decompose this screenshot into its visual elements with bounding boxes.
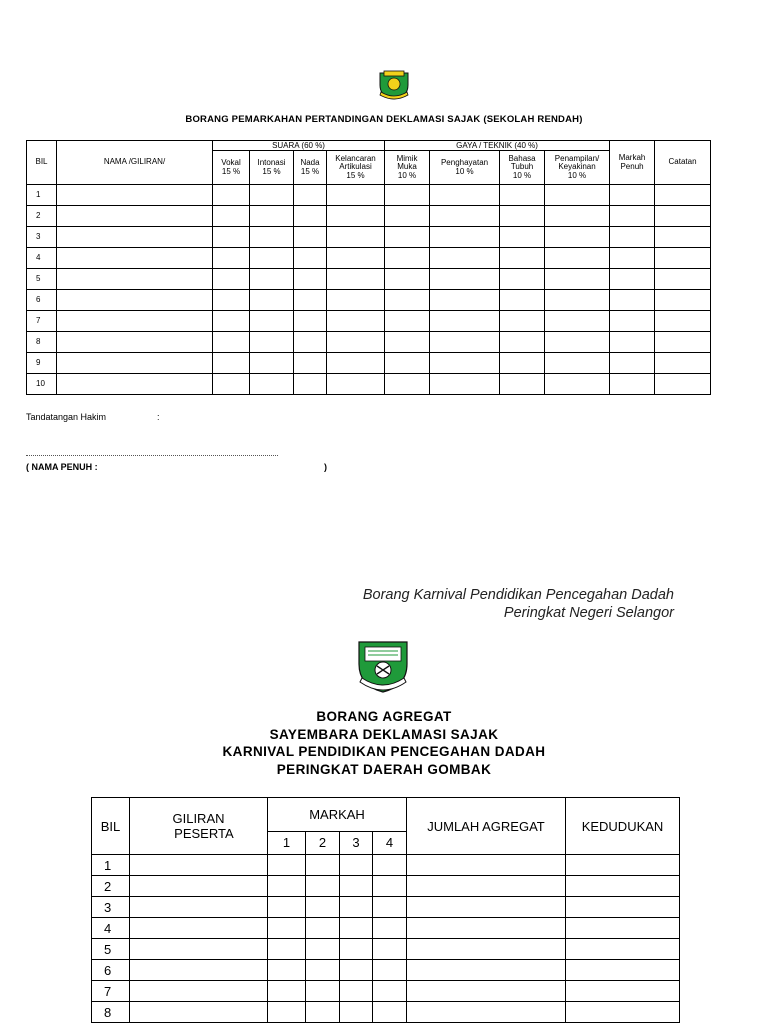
score-cell[interactable] <box>610 248 655 269</box>
row-number: 10 <box>27 374 57 395</box>
score-cell[interactable] <box>500 353 545 374</box>
header-group-gaya: GAYA / TEKNIK (40 %) <box>385 141 610 151</box>
score-cell[interactable] <box>327 269 385 290</box>
score-cell[interactable] <box>407 960 566 981</box>
row-number: 4 <box>92 918 130 939</box>
score-cell[interactable] <box>566 855 680 876</box>
score-cell[interactable] <box>500 206 545 227</box>
score-cell[interactable] <box>610 269 655 290</box>
table-row <box>27 332 711 353</box>
score-cell[interactable] <box>566 1002 680 1023</box>
score-cell[interactable] <box>57 353 213 374</box>
table-row <box>27 185 711 206</box>
score-cell[interactable] <box>430 206 500 227</box>
score-cell[interactable] <box>385 374 430 395</box>
score-cell[interactable] <box>407 918 566 939</box>
score-cell[interactable] <box>130 855 268 876</box>
row-number: 3 <box>27 227 57 248</box>
agg-header-kedudukan: KEDUDUKAN <box>566 798 680 855</box>
row-number: 6 <box>27 290 57 311</box>
row-number: 7 <box>27 311 57 332</box>
aggregate-table <box>91 797 680 1023</box>
table-row <box>27 227 711 248</box>
row-number: 8 <box>27 332 57 353</box>
header-vokal: Vokal 15 % <box>213 151 250 185</box>
score-cell[interactable] <box>268 876 306 897</box>
table-row <box>27 353 711 374</box>
score-cell[interactable] <box>407 939 566 960</box>
score-cell[interactable] <box>294 227 327 248</box>
form2-title-line3: KARNIVAL PENDIDIKAN PENCEGAHAN DADAH <box>222 744 546 759</box>
score-cell[interactable] <box>250 185 294 206</box>
score-cell[interactable] <box>327 353 385 374</box>
score-cell[interactable] <box>407 981 566 1002</box>
score-cell[interactable] <box>327 311 385 332</box>
row-number: 6 <box>92 960 130 981</box>
row-number: 7 <box>92 981 130 1002</box>
table-row <box>27 269 711 290</box>
score-cell[interactable] <box>340 897 373 918</box>
score-cell[interactable] <box>545 374 610 395</box>
score-cell[interactable] <box>610 290 655 311</box>
score-cell[interactable] <box>306 1002 340 1023</box>
score-cell[interactable] <box>294 248 327 269</box>
score-cell[interactable] <box>655 374 711 395</box>
score-cell[interactable] <box>130 1002 268 1023</box>
score-cell[interactable] <box>373 939 407 960</box>
score-cell[interactable] <box>327 206 385 227</box>
score-cell[interactable] <box>268 981 306 1002</box>
header-markah-penuh: Markah Penuh <box>610 141 655 185</box>
score-cell[interactable] <box>566 876 680 897</box>
score-cell[interactable] <box>385 185 430 206</box>
score-cell[interactable] <box>610 374 655 395</box>
score-cell[interactable] <box>294 206 327 227</box>
score-cell[interactable] <box>566 897 680 918</box>
score-cell[interactable] <box>57 248 213 269</box>
score-cell[interactable] <box>327 248 385 269</box>
score-cell[interactable] <box>213 290 250 311</box>
score-cell[interactable] <box>250 206 294 227</box>
score-cell[interactable] <box>500 269 545 290</box>
form-title: BORANG PEMARKAHAN PERTANDINGAN DEKLAMASI SAJAK (SEKOLAH RENDAH) <box>185 114 583 125</box>
table-row <box>92 939 680 960</box>
score-cell[interactable] <box>268 939 306 960</box>
agg-markah-2: 2 <box>306 831 340 854</box>
row-number: 2 <box>92 876 130 897</box>
score-cell[interactable] <box>268 855 306 876</box>
score-cell[interactable] <box>130 897 268 918</box>
score-cell[interactable] <box>655 269 711 290</box>
score-cell[interactable] <box>57 290 213 311</box>
score-cell[interactable] <box>57 311 213 332</box>
score-cell[interactable] <box>130 918 268 939</box>
score-cell[interactable] <box>250 374 294 395</box>
score-cell[interactable] <box>500 185 545 206</box>
score-cell[interactable] <box>610 311 655 332</box>
score-cell[interactable] <box>306 855 340 876</box>
score-cell[interactable] <box>340 855 373 876</box>
score-cell[interactable] <box>655 332 711 353</box>
score-cell[interactable] <box>306 876 340 897</box>
score-cell[interactable] <box>545 227 610 248</box>
judge-signature-label: Tandatangan Hakim <box>26 412 107 422</box>
score-cell[interactable] <box>610 227 655 248</box>
score-cell[interactable] <box>213 227 250 248</box>
agg-header-markah: MARKAH <box>268 798 407 832</box>
full-name-close: ) <box>324 462 327 472</box>
table-row <box>27 206 711 227</box>
table-row <box>92 876 680 897</box>
score-cell[interactable] <box>373 960 407 981</box>
score-cell[interactable] <box>327 290 385 311</box>
row-number: 1 <box>27 185 57 206</box>
score-cell[interactable] <box>500 290 545 311</box>
score-cell[interactable] <box>545 332 610 353</box>
form2-header-line2: Peringkat Negeri Selangor <box>503 605 674 621</box>
score-cell[interactable] <box>385 290 430 311</box>
score-cell[interactable] <box>250 353 294 374</box>
score-cell[interactable] <box>250 311 294 332</box>
row-number: 5 <box>27 269 57 290</box>
score-cell[interactable] <box>373 876 407 897</box>
score-cell[interactable] <box>294 374 327 395</box>
score-cell[interactable] <box>430 353 500 374</box>
table-row <box>92 1002 680 1023</box>
form2-title-line2: SAYEMBARA DEKLAMASI SAJAK <box>269 727 499 742</box>
score-cell[interactable] <box>385 248 430 269</box>
score-cell[interactable] <box>545 290 610 311</box>
score-cell[interactable] <box>340 939 373 960</box>
score-cell[interactable] <box>566 939 680 960</box>
score-cell[interactable] <box>213 185 250 206</box>
score-cell[interactable] <box>430 374 500 395</box>
score-cell[interactable] <box>57 269 213 290</box>
score-cell[interactable] <box>655 311 711 332</box>
score-cell[interactable] <box>545 269 610 290</box>
form2-title-line4: PERINGKAT DAERAH GOMBAK <box>276 762 492 777</box>
score-cell[interactable] <box>250 290 294 311</box>
table-row <box>27 374 711 395</box>
header-bil: BIL <box>27 141 57 185</box>
score-cell[interactable] <box>430 269 500 290</box>
table-row <box>92 960 680 981</box>
score-cell[interactable] <box>268 918 306 939</box>
school-crest-icon <box>356 638 410 694</box>
score-cell[interactable] <box>57 185 213 206</box>
judge-signature-colon: : <box>157 412 160 422</box>
score-cell[interactable] <box>213 353 250 374</box>
score-cell[interactable] <box>250 269 294 290</box>
signature-line[interactable] <box>26 455 278 456</box>
score-cell[interactable] <box>327 227 385 248</box>
score-cell[interactable] <box>268 1002 306 1023</box>
score-cell[interactable] <box>407 855 566 876</box>
score-cell[interactable] <box>213 374 250 395</box>
score-cell[interactable] <box>327 332 385 353</box>
score-cell[interactable] <box>327 374 385 395</box>
agg-markah-4: 4 <box>373 831 407 854</box>
score-cell[interactable] <box>373 1002 407 1023</box>
score-cell[interactable] <box>407 897 566 918</box>
score-cell[interactable] <box>213 248 250 269</box>
selangor-crest-icon <box>377 67 411 101</box>
score-cell[interactable] <box>57 227 213 248</box>
score-cell[interactable] <box>407 1002 566 1023</box>
score-cell[interactable] <box>340 876 373 897</box>
score-cell[interactable] <box>655 353 711 374</box>
table-row <box>92 897 680 918</box>
form2-header-line1: Borang Karnival Pendidikan Pencegahan Dadah <box>362 587 674 603</box>
score-cell[interactable] <box>545 206 610 227</box>
score-cell[interactable] <box>340 960 373 981</box>
score-cell[interactable] <box>430 248 500 269</box>
score-cell[interactable] <box>610 206 655 227</box>
score-cell[interactable] <box>610 353 655 374</box>
score-cell[interactable] <box>385 227 430 248</box>
score-cell[interactable] <box>430 227 500 248</box>
score-cell[interactable] <box>130 876 268 897</box>
score-cell[interactable] <box>294 269 327 290</box>
row-number: 1 <box>92 855 130 876</box>
score-cell[interactable] <box>610 185 655 206</box>
row-number: 2 <box>27 206 57 227</box>
table-row <box>92 918 680 939</box>
score-cell[interactable] <box>385 206 430 227</box>
score-cell[interactable] <box>655 185 711 206</box>
score-cell[interactable] <box>130 939 268 960</box>
score-cell[interactable] <box>57 374 213 395</box>
score-cell[interactable] <box>306 939 340 960</box>
score-cell[interactable] <box>430 332 500 353</box>
header-penghayatan: Penghayatan 10 % <box>430 151 500 185</box>
score-cell[interactable] <box>385 311 430 332</box>
score-cell[interactable] <box>306 960 340 981</box>
score-cell[interactable] <box>430 185 500 206</box>
table-row <box>27 248 711 269</box>
score-cell[interactable] <box>500 248 545 269</box>
score-cell[interactable] <box>294 353 327 374</box>
score-cell[interactable] <box>545 311 610 332</box>
score-cell[interactable] <box>213 332 250 353</box>
score-cell[interactable] <box>373 897 407 918</box>
header-mimik: Mimik Muka 10 % <box>385 151 430 185</box>
score-cell[interactable] <box>430 290 500 311</box>
score-cell[interactable] <box>294 290 327 311</box>
table-row <box>92 855 680 876</box>
agg-markah-1: 1 <box>268 831 306 854</box>
score-cell[interactable] <box>340 981 373 1002</box>
score-cell[interactable] <box>407 876 566 897</box>
score-cell[interactable] <box>373 981 407 1002</box>
row-number: 3 <box>92 897 130 918</box>
scoring-table <box>26 140 711 395</box>
score-cell[interactable] <box>268 897 306 918</box>
form2-title-line1: BORANG AGREGAT <box>316 709 452 724</box>
score-cell[interactable] <box>306 918 340 939</box>
score-cell[interactable] <box>655 227 711 248</box>
score-cell[interactable] <box>566 981 680 1002</box>
score-cell[interactable] <box>213 311 250 332</box>
score-cell[interactable] <box>500 227 545 248</box>
agg-header-jumlah: JUMLAH AGREGAT <box>407 798 566 855</box>
row-number: 4 <box>27 248 57 269</box>
score-cell[interactable] <box>340 918 373 939</box>
score-cell[interactable] <box>385 269 430 290</box>
header-nada: Nada 15 % <box>294 151 327 185</box>
score-cell[interactable] <box>306 897 340 918</box>
score-cell[interactable] <box>610 332 655 353</box>
score-cell[interactable] <box>500 374 545 395</box>
score-cell[interactable] <box>340 1002 373 1023</box>
score-cell[interactable] <box>57 332 213 353</box>
score-cell[interactable] <box>500 311 545 332</box>
score-cell[interactable] <box>294 185 327 206</box>
score-cell[interactable] <box>130 960 268 981</box>
score-cell[interactable] <box>373 855 407 876</box>
score-cell[interactable] <box>373 918 407 939</box>
score-cell[interactable] <box>294 311 327 332</box>
row-number: 8 <box>92 1002 130 1023</box>
table-row <box>27 311 711 332</box>
row-number: 5 <box>92 939 130 960</box>
score-cell[interactable] <box>385 353 430 374</box>
score-cell[interactable] <box>566 960 680 981</box>
score-cell[interactable] <box>250 332 294 353</box>
score-cell[interactable] <box>57 206 213 227</box>
full-name-label: ( NAMA PENUH : <box>26 462 98 472</box>
table-row <box>27 290 711 311</box>
header-catatan: Catatan <box>655 141 711 185</box>
score-cell[interactable] <box>500 332 545 353</box>
score-cell[interactable] <box>545 353 610 374</box>
agg-header-bil: BIL <box>92 798 130 855</box>
score-cell[interactable] <box>250 227 294 248</box>
score-cell[interactable] <box>655 290 711 311</box>
score-cell[interactable] <box>213 269 250 290</box>
score-cell[interactable] <box>130 981 268 1002</box>
score-cell[interactable] <box>385 332 430 353</box>
score-cell[interactable] <box>655 248 711 269</box>
score-cell[interactable] <box>306 981 340 1002</box>
agg-header-giliran: GILIRAN PESERTA <box>130 798 268 855</box>
score-cell[interactable] <box>566 918 680 939</box>
table-row <box>92 981 680 1002</box>
score-cell[interactable] <box>294 332 327 353</box>
score-cell[interactable] <box>327 185 385 206</box>
score-cell[interactable] <box>430 311 500 332</box>
header-nama: NAMA /GILIRAN/ <box>57 141 213 185</box>
header-intonasi: Intonasi 15 % <box>250 151 294 185</box>
score-cell[interactable] <box>268 960 306 981</box>
score-cell[interactable] <box>250 248 294 269</box>
header-kelancaran: Kelancaran Artikulasi 15 % <box>327 151 385 185</box>
agg-markah-3: 3 <box>340 831 373 854</box>
score-cell[interactable] <box>655 206 711 227</box>
header-group-suara: SUARA (60 %) <box>213 141 385 151</box>
score-cell[interactable] <box>213 206 250 227</box>
row-number: 9 <box>27 353 57 374</box>
header-penampilan: Penampilan/ Keyakinan 10 % <box>545 151 610 185</box>
score-cell[interactable] <box>545 185 610 206</box>
header-bahasa: Bahasa Tubuh 10 % <box>500 151 545 185</box>
score-cell[interactable] <box>545 248 610 269</box>
